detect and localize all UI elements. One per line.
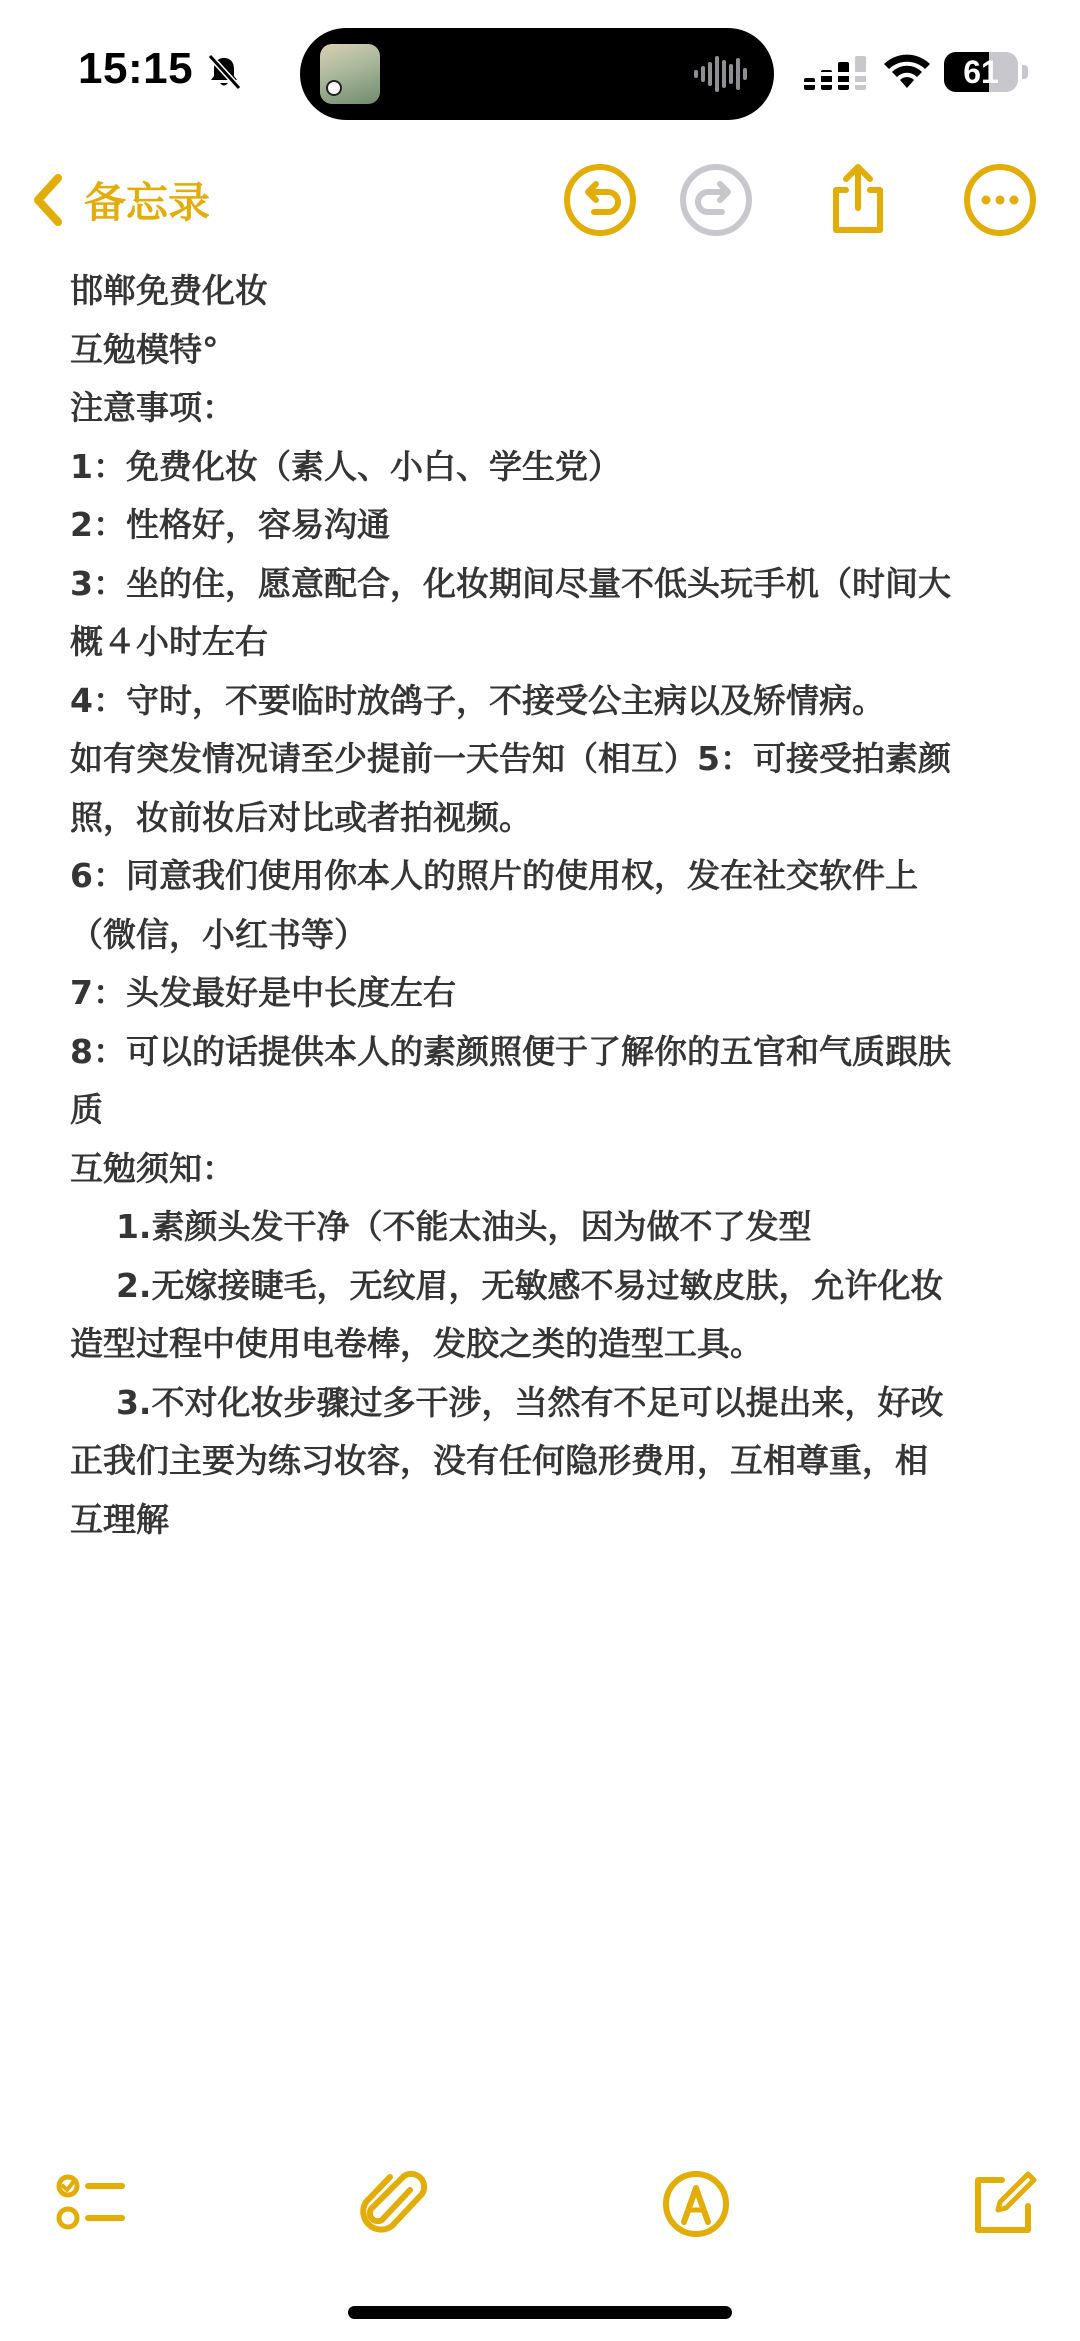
bottom-toolbar — [0, 2160, 1080, 2250]
undo-button[interactable] — [562, 162, 638, 238]
attach-button[interactable] — [354, 2164, 434, 2244]
note-line: 互勉须知： — [70, 1148, 235, 1188]
now-playing-thumbnail — [320, 44, 380, 104]
note-line: 互勉模特° — [70, 329, 219, 369]
compose-icon — [962, 2164, 1042, 2244]
note-line: 4：守时，不要临时放鸽子，不接受公主病以及矫情病。 — [70, 680, 885, 720]
note-line: 2.无嫁接睫毛，无纹眉，无敏感不易过敏皮肤，允许化妆 — [70, 1265, 944, 1305]
note-line: 正我们主要为练习妆容，没有任何隐形费用，互相尊重，相 — [70, 1441, 928, 1480]
status-bar — [0, 0, 1080, 150]
markup-button[interactable] — [656, 2164, 736, 2244]
paperclip-icon — [354, 2164, 434, 2244]
compose-button[interactable] — [962, 2164, 1042, 2244]
home-indicator[interactable] — [348, 2306, 732, 2319]
note-line: 2：性格好，容易沟通 — [70, 505, 390, 544]
back-label: 备忘录 — [84, 178, 211, 227]
note-line: 照，妆前妆后对比或者拍视频。 — [70, 797, 532, 837]
note-line: 6：同意我们使用你本人的照片的使用权，发在社交软件上 — [70, 856, 918, 895]
note-line: 7：头发最好是中长度左右 — [70, 973, 456, 1012]
cellular-signal-icon — [804, 56, 870, 92]
status-time: 15:15 — [78, 44, 194, 93]
battery-icon — [944, 52, 1028, 92]
note-line: 如有突发情况请至少提前一天告知（相互）5：可接受拍素颜 — [70, 739, 951, 778]
redo-button[interactable] — [678, 162, 754, 238]
wifi-icon — [882, 50, 932, 90]
share-button[interactable] — [820, 162, 896, 238]
note-line: 质 — [70, 1090, 103, 1129]
note-line: 3：坐的住，愿意配合，化妆期间尽量不低头玩手机（时间大 — [70, 563, 951, 603]
battery-level: 61 — [963, 54, 999, 90]
checklist-icon — [52, 2164, 132, 2244]
note-body[interactable] — [70, 262, 1020, 1549]
note-line: 互理解 — [70, 1499, 169, 1539]
note-line: 8：可以的话提供本人的素颜照便于了解你的五官和气质跟肤 — [70, 1031, 951, 1071]
note-line: 3.不对化妆步骤过多干涉，当然有不足可以提出来，好改 — [70, 1382, 944, 1422]
more-icon — [962, 162, 1038, 238]
chevron-left-icon — [28, 170, 68, 230]
note-line: （微信，小红书等） — [70, 914, 367, 954]
checklist-button[interactable] — [52, 2164, 132, 2244]
note-line: 注意事项： — [70, 388, 235, 427]
nav-bar — [0, 150, 1080, 250]
dynamic-island[interactable] — [300, 28, 774, 120]
markup-pen-icon — [656, 2164, 736, 2244]
more-button[interactable] — [962, 162, 1038, 238]
back-button[interactable] — [28, 160, 210, 240]
note-line: 概４小时左右 — [70, 622, 268, 661]
redo-icon — [678, 162, 754, 238]
note-line: 1：免费化妆（素人、小白、学生党） — [70, 446, 621, 486]
note-line: 造型过程中使用电卷棒，发胶之类的造型工具。 — [70, 1324, 763, 1363]
note-line: 邯郸免费化妆 — [70, 271, 268, 310]
bell-slash-icon — [204, 52, 244, 92]
undo-icon — [562, 162, 638, 238]
audio-waveform-icon — [694, 54, 750, 94]
note-line: 1.素颜头发干净（不能太油头，因为做不了发型 — [70, 1207, 812, 1246]
share-icon — [820, 162, 896, 238]
